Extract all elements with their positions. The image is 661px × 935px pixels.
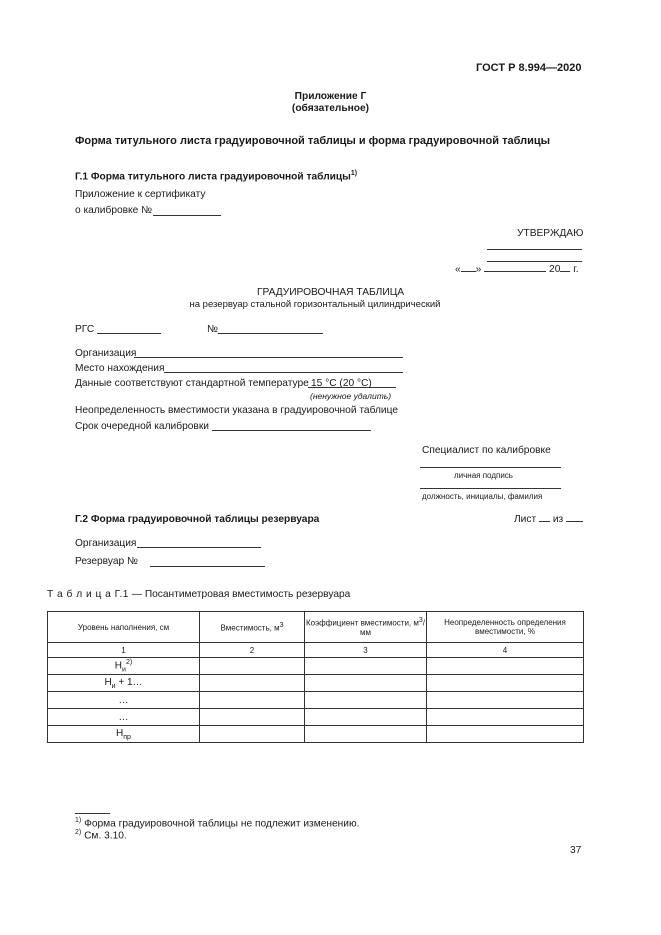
level-cell: $H_и^{2)}$	[48, 658, 200, 675]
header-level: Уровень наполнения, см	[48, 612, 200, 643]
footnote-2: $^{2)}$ См. 3.10.	[75, 829, 127, 842]
tank-label: Резервуар №	[75, 556, 138, 567]
table-row	[48, 726, 584, 743]
appendix-title: Приложение Г	[294, 91, 367, 102]
specialist-label: Специалист по калибровке	[422, 445, 551, 456]
approve-blank-2	[487, 261, 582, 262]
page-number: 37	[570, 845, 582, 856]
attach-line2: о калибровке №	[75, 205, 153, 216]
level-cell: $H_{пр}$	[48, 726, 200, 743]
approve-date: « » 20 г.	[455, 264, 579, 275]
position-caption: должность, инициалы, фамилия	[422, 492, 543, 501]
appendix-status: (обязательное)	[291, 103, 370, 114]
section2-org-label: Организация	[75, 538, 137, 549]
sheet-counter: Лист из	[514, 514, 583, 525]
uncertainty-text: Неопределенность вместимости указана в градуировочной таблице	[75, 405, 398, 416]
col-number: 2	[200, 643, 305, 658]
position-blank	[420, 488, 561, 489]
main-title: Форма титульного листа градуировочной таблицы и форма градуировочной таблицы	[75, 135, 551, 147]
table-row	[48, 658, 584, 675]
table-caption: Т а б л и ц а Г.1 — Посантиметровая вместимость резервуара	[47, 589, 351, 600]
approve-label: УТВЕРЖДАЮ	[517, 228, 584, 239]
attach-number-blank	[153, 215, 221, 216]
next-calibration-blank	[212, 430, 371, 431]
table-header-row	[48, 612, 584, 643]
temp-hint: (ненужное удалить)	[310, 391, 392, 401]
standard-number: ГОСТ Р 8.994—2020	[476, 62, 582, 74]
footnote-separator	[75, 813, 110, 814]
col-number: 3	[305, 643, 427, 658]
temp-value: 15 °C (20 °C)	[311, 378, 372, 389]
attach-line1: Приложение к сертификату	[75, 189, 206, 200]
table-number-row	[48, 643, 584, 658]
table-row	[48, 692, 584, 709]
number-label: №	[207, 324, 218, 335]
section2-heading: Г.2 Форма градуировочной таблицы резервуара	[75, 514, 320, 525]
header-capacity: Вместимость, $м^3$	[200, 612, 305, 643]
next-calibration-label: Срок очередной калибровки	[75, 421, 209, 432]
capacity-table	[47, 611, 584, 743]
rgs-label: РГС	[75, 324, 95, 335]
table-row	[48, 709, 584, 726]
col-number: 1	[48, 643, 200, 658]
table-row	[48, 675, 584, 692]
approve-blank-1	[487, 249, 582, 250]
org-blank	[134, 357, 403, 358]
tank-blank	[150, 566, 265, 567]
doc-title: ГРАДУИРОВОЧНАЯ ТАБЛИЦА	[256, 287, 405, 298]
temp-label: Данные соответствуют стандартной температуре	[75, 378, 309, 389]
doc-subtitle: на резервуар стальной горизонтальный цилиндрический	[189, 299, 441, 310]
header-uncertainty: Неопределенность определения вместимости, %	[427, 612, 584, 643]
org-label: Организация	[75, 348, 137, 359]
number-blank	[218, 333, 323, 334]
location-blank	[164, 372, 403, 373]
signature-blank	[420, 467, 561, 468]
level-cell: …	[48, 709, 200, 726]
section1-heading: Г.1 Форма титульного листа градуировочной таблицы$^{1)}$	[75, 170, 358, 183]
level-cell: …	[48, 692, 200, 709]
temp-underline	[308, 387, 396, 388]
col-number: 4	[427, 643, 584, 658]
rgs-blank	[97, 333, 161, 334]
level-cell: $H_и$ + 1…	[48, 675, 200, 692]
signature-caption: личная подпись	[454, 471, 513, 480]
location-label: Место нахождения	[75, 363, 165, 374]
header-coefficient: Коэффициент вместимости, $м^3/мм$	[305, 612, 427, 643]
section2-org-blank	[137, 547, 261, 548]
footnote-1: $^{1)}$ Форма градуировочной таблицы не подлежит изменению.	[75, 817, 360, 830]
